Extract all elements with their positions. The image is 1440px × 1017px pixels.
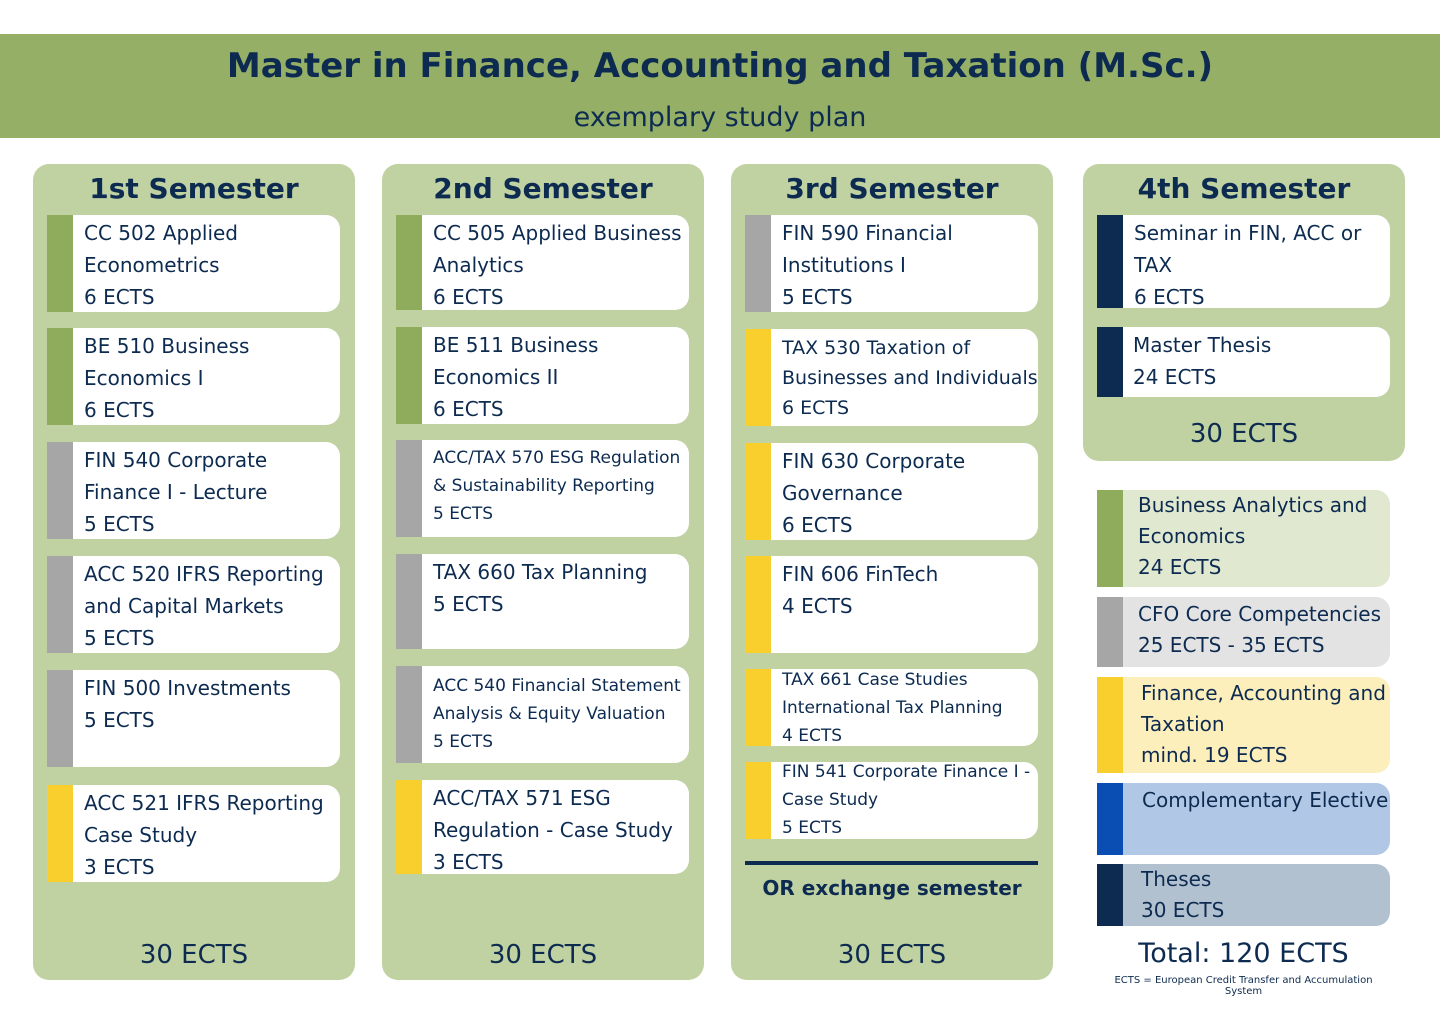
divider: [745, 861, 1038, 865]
category-bar: [47, 442, 73, 539]
course-ects: 3 ECTS: [433, 850, 504, 874]
course-ects: 6 ECTS: [433, 285, 504, 309]
legend-color-swatch: [1097, 490, 1123, 587]
course-ects: 5 ECTS: [782, 285, 853, 309]
course-card[interactable]: [396, 780, 689, 874]
course-ects: 6 ECTS: [84, 398, 155, 422]
legend-line: Taxation: [1141, 712, 1225, 736]
course-card[interactable]: [396, 215, 689, 310]
course-line: CC 502 Applied: [84, 221, 239, 245]
category-bar: [47, 785, 73, 882]
course-line: Economics I: [84, 366, 204, 390]
course-card[interactable]: [47, 670, 340, 767]
course-ects: 6 ECTS: [433, 397, 504, 421]
course-line: TAX 661 Case Studies: [782, 670, 968, 690]
course-card[interactable]: [745, 669, 1038, 746]
semester-title: 3rd Semester: [785, 172, 999, 205]
legend-line: Economics: [1138, 524, 1246, 548]
course-ects: 6 ECTS: [1134, 285, 1205, 309]
category-bar: [1097, 215, 1123, 308]
semester-1-column: [33, 164, 355, 980]
semester-total: 30 ECTS: [1189, 419, 1299, 449]
course-line: TAX: [1134, 253, 1173, 277]
semester-2-column: [382, 164, 704, 980]
ects-footnote: ECTS = European Credit Transfer and Accumulation System: [1114, 975, 1373, 997]
category-bar: [396, 554, 422, 649]
course-line: Economics II: [433, 365, 559, 389]
course-line: FIN 541 Corporate Finance I -: [782, 762, 1031, 782]
semester-4-column: [1083, 164, 1405, 461]
course-card[interactable]: [745, 215, 1038, 312]
category-bar: [745, 556, 771, 653]
course-card[interactable]: [396, 327, 689, 424]
category-bar: [47, 670, 73, 767]
course-ects: 5 ECTS: [782, 818, 843, 838]
course-line: Master Thesis: [1133, 333, 1272, 357]
course-card[interactable]: [1097, 327, 1390, 397]
category-bar: [396, 327, 422, 424]
category-bar: [745, 215, 771, 312]
course-ects: 5 ECTS: [433, 592, 504, 616]
page-title: Master in Finance, Accounting and Taxation (M.Sc.): [226, 46, 1214, 86]
course-card[interactable]: [47, 328, 340, 425]
course-ects: 5 ECTS: [84, 708, 155, 732]
course-ects: 6 ECTS: [84, 285, 155, 309]
course-card[interactable]: [745, 329, 1038, 426]
semester-title: 2nd Semester: [433, 172, 653, 205]
course-card[interactable]: [47, 785, 340, 882]
course-ects: 5 ECTS: [433, 504, 494, 524]
course-card[interactable]: [745, 762, 1038, 839]
course-line: International Tax Planning: [782, 698, 1003, 718]
course-line: FIN 590 Financial: [782, 221, 953, 245]
category-bar: [396, 780, 422, 874]
legend-cfo-core: [1097, 597, 1390, 667]
category-bar: [1097, 327, 1123, 397]
category-bar: [745, 443, 771, 540]
course-card[interactable]: [745, 556, 1038, 653]
category-bar: [47, 328, 73, 425]
course-line: Finance I - Lecture: [84, 480, 268, 504]
legend-line: CFO Core Competencies: [1138, 602, 1381, 626]
course-line: Businesses and Individuals: [782, 367, 1038, 389]
course-card[interactable]: [396, 440, 689, 537]
category-bar: [47, 215, 73, 312]
course-line: ACC 520 IFRS Reporting: [84, 562, 324, 586]
course-ects: 4 ECTS: [782, 726, 843, 746]
category-bar: [745, 669, 771, 746]
legend-ects: 25 ECTS - 35 ECTS: [1138, 633, 1325, 657]
course-line: Governance: [782, 481, 903, 505]
course-line: CC 505 Applied Business: [433, 221, 682, 245]
course-line: Analysis & Equity Valuation: [433, 704, 666, 724]
legend-ects: 24 ECTS: [1138, 555, 1222, 579]
course-card[interactable]: [745, 443, 1038, 540]
header-banner: [0, 34, 1440, 138]
course-line: Case Study: [782, 790, 879, 810]
legend-complementary-elective: [1097, 783, 1390, 855]
semester-total: 30 ECTS: [837, 940, 947, 970]
category-bar: [47, 556, 73, 653]
course-line: FIN 606 FinTech: [782, 562, 939, 586]
semester-total: 30 ECTS: [488, 940, 598, 970]
course-card[interactable]: [1097, 215, 1390, 308]
course-line: Case Study: [84, 823, 198, 847]
legend-business-analytics: [1097, 490, 1390, 587]
course-line: and Capital Markets: [84, 594, 284, 618]
course-line: ACC/TAX 570 ESG Regulation: [433, 448, 681, 468]
legend-color-swatch: [1097, 864, 1123, 926]
semester-3-column: [731, 164, 1053, 980]
program-total: Total: 120 ECTS: [1138, 938, 1349, 969]
legend-line: Business Analytics and: [1138, 493, 1368, 517]
legend-finance-accounting-taxation: [1097, 677, 1390, 773]
course-line: FIN 540 Corporate: [84, 448, 268, 472]
category-bar: [396, 440, 422, 537]
course-line: & Sustainability Reporting: [433, 476, 655, 496]
course-card[interactable]: [47, 215, 340, 312]
legend-line: Theses: [1141, 867, 1212, 891]
course-line: ACC/TAX 571 ESG: [433, 786, 611, 810]
course-card[interactable]: [47, 442, 340, 539]
course-ects: 5 ECTS: [84, 626, 155, 650]
legend-color-swatch: [1097, 783, 1123, 855]
legend-color-swatch: [1097, 597, 1123, 667]
semester-title: 4th Semester: [1137, 172, 1351, 205]
exchange-semester-option: OR exchange semester: [762, 876, 1022, 900]
course-card[interactable]: [47, 556, 340, 653]
category-bar: [745, 762, 771, 839]
course-line: ACC 521 IFRS Reporting: [84, 791, 324, 815]
course-card[interactable]: [396, 666, 689, 763]
semester-total: 30 ECTS: [139, 940, 249, 970]
category-bar: [396, 215, 422, 310]
course-ects: 6 ECTS: [782, 513, 853, 537]
legend-ects: mind. 19 ECTS: [1141, 743, 1288, 767]
legend-line: Complementary Elective: [1142, 788, 1389, 812]
legend-ects: 30 ECTS: [1141, 898, 1225, 922]
course-ects: 5 ECTS: [433, 732, 494, 752]
course-line: BE 511 Business: [433, 333, 599, 357]
course-ects: 24 ECTS: [1133, 365, 1217, 389]
course-line: TAX 660 Tax Planning: [433, 560, 648, 584]
semester-title: 1st Semester: [89, 172, 299, 205]
course-ects: 4 ECTS: [782, 594, 853, 618]
page-subtitle: exemplary study plan: [573, 102, 867, 133]
course-line: Seminar in FIN, ACC or: [1134, 221, 1362, 245]
course-line: TAX 530 Taxation of: [782, 337, 971, 359]
course-ects: 5 ECTS: [84, 512, 155, 536]
course-line: FIN 630 Corporate: [782, 449, 966, 473]
course-ects: 3 ECTS: [84, 855, 155, 879]
category-bar: [396, 666, 422, 763]
course-line: BE 510 Business: [84, 334, 250, 358]
course-card[interactable]: [396, 554, 689, 649]
course-line: Institutions I: [782, 253, 906, 277]
course-line: Econometrics: [84, 253, 220, 277]
course-line: Analytics: [433, 253, 524, 277]
legend-theses: [1097, 864, 1390, 926]
legend-line: Finance, Accounting and: [1141, 681, 1386, 705]
course-ects: 6 ECTS: [782, 397, 850, 419]
legend-color-swatch: [1097, 677, 1123, 773]
course-line: FIN 500 Investments: [84, 676, 291, 700]
course-line: ACC 540 Financial Statement: [433, 676, 681, 696]
category-bar: [745, 329, 771, 426]
course-line: Regulation - Case Study: [433, 818, 673, 842]
